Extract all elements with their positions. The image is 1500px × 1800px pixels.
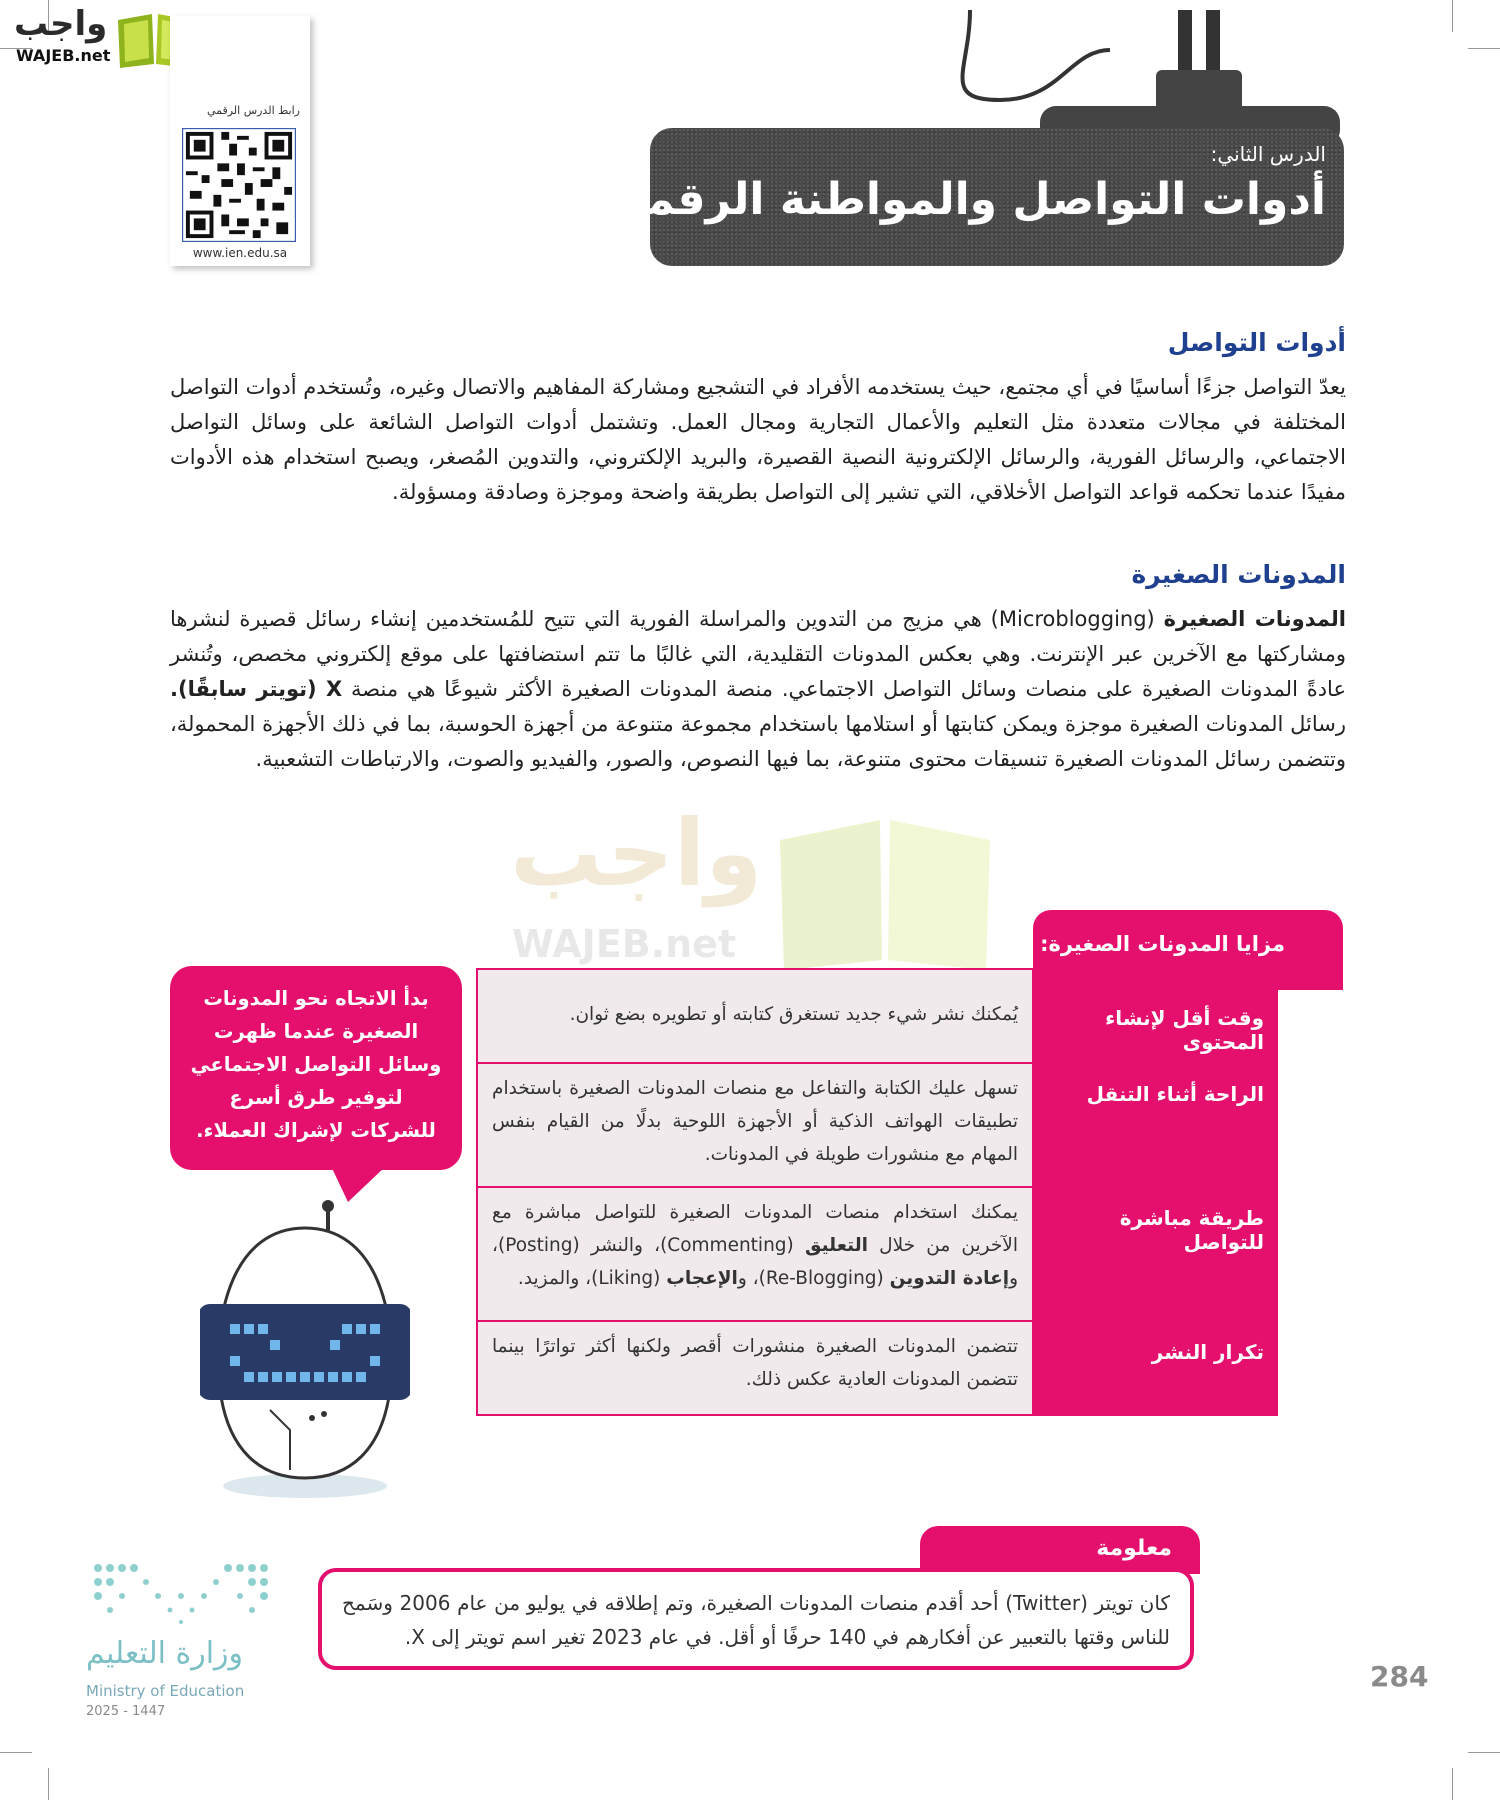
feature-value: تسهل عليك الكتابة والتفاعل مع منصات المدونات الصغيرة باستخدام تطبيقات الهواتف الذكية أو الأجهزة اللوحية بدلًا من القيام بنفس المهام مع منشورات طويلة في المدونات. [476,1064,1032,1186]
ministry-name-en: Ministry of Education [86,1682,245,1700]
watermark [500,800,1020,980]
term-platform-x: X (تويتر سابقًا). [170,677,343,701]
watermark-ar: واجب [510,800,763,907]
feature-key: الراحة أثناء التنقل [1032,1064,1278,1186]
wajeb-logo[interactable] [8,6,188,68]
section-title-tools: أدوات التواصل [1167,328,1346,357]
ministry-name-ar: وزارة التعليم [86,1636,244,1671]
crop-mark [1452,1768,1453,1800]
info-tab [920,1526,1200,1574]
crop-mark [0,1752,32,1753]
qr-code-icon[interactable] [182,128,296,242]
feature-row [476,1064,1278,1188]
speech-bubble-tail [330,1164,388,1202]
watermark-en: WAJEB.net [512,922,737,966]
crop-mark [48,1768,49,1800]
qr-card[interactable] [170,16,310,266]
feature-value [476,1188,1032,1320]
ministry-dots-icon [88,1558,274,1626]
feature-value: تتضمن المدونات الصغيرة منشورات أقصر ولكنها أكثر تواترًا بينما تتضمن المدونات العادية عكس ذلك. [476,1322,1032,1414]
features-table [476,968,1278,1416]
section-title-micro: المدونات الصغيرة [1131,560,1346,589]
info-label: معلومة [1096,1536,1172,1561]
page-number: 284 [1370,1660,1429,1693]
feature-value-text: يمكنك استخدام منصات المدونات الصغيرة للتواصل مباشرة مع الآخرين من خلال [492,1202,1018,1256]
brand-name-en: WAJEB.net [16,46,111,65]
features-header-label: مزايا المدونات الصغيرة: [1040,932,1285,956]
ministry-logo [84,1558,284,1718]
ministry-year: 2025 - 1447 [86,1704,166,1719]
micro-text-2: رسائل المدونات الصغيرة موجزة ويمكن كتابتها أو استلامها باستخدام مجموعة متنوعة من أجهزة الحوسبة، بما في ذلك الأجهزة المحمولة، وتتضمن رسائل المدونات الصغيرة تنسيقات محتوى متنوعة، بما فيها النصوص، والصور، والفيديو والصوت، والارتباطات التشعبية. [170,712,1346,771]
feature-value-text: (Re-Blogging)، و [737,1268,890,1289]
paragraph-tools: يعدّ التواصل جزءًا أساسيًا في أي مجتمع، حيث يستخدمه الأفراد في التشجيع ومشاركة المفاهيم والاتصال وغيره، وتُستخدم أدوات التواصل المختلفة في مجالات متعددة مثل التعليم والأعمال التجارية ومجال العمل. وتشتمل أدوات التواصل الشائعة على وسائل التواصل الاجتماعي، والرسائل الفورية، والرسائل الإلكترونية النصية القصيرة، والبريد الإلكتروني، والتدوين المُصغر، ويصبح استخدام هذه الأدوات مفيدًا عندما تحكمه قواعد التواصل الأخلاقي، التي تشير إلى التواصل بطريقة واضحة وموجزة وصادقة ومسؤولة. [170,375,1346,504]
feature-key: طريقة مباشرة للتواصل [1032,1188,1278,1320]
feature-row [476,968,1278,1064]
feature-row [476,1188,1278,1322]
feature-key: وقت أقل لإنشاء المحتوى [1032,970,1278,1062]
feature-key: تكرار النشر [1032,1322,1278,1414]
term-microblogging: المدونات الصغيرة [1163,607,1346,631]
crop-mark [1468,1752,1500,1753]
lesson-title-banner [602,128,1344,266]
brand-name-ar: واجب [14,4,108,44]
micro-text-1: (Microblogging) هي مزيج من التدوين والمراسلة الفورية التي تتيح للمُستخدمين إنشاء رسائل قصيرة لنشرها ومشاركتها مع الآخرين عبر الإنترنت. وهي بعكس المدونات التقليدية، التي غالبًا ما تتم استضافتها على موقع إلكتروني مخصص، وتُنشر عادةً المدونات الصغيرة على منصات وسائل التواصل الاجتماعي. منصة المدونات الصغيرة الأكثر شيوعًا هي منصة [170,607,1346,701]
feature-row [476,1322,1278,1416]
feature-value: يُمكنك نشر شيء جديد تستغرق كتابته أو تطويره بضع ثوان. [476,970,1032,1062]
qr-caption: رابط الدرس الرقمي [206,104,300,117]
info-text: كان تويتر (Twitter) أحد أقدم منصات المدونات الصغيرة، وتم إطلاقه في يوليو من عام 2006 وسَمح للناس وقتها بالتعبير عن أفكارهم في 140 حرفًا أو أقل. في عام 2023 تغير اسم تويتر إلى X. [342,1591,1170,1649]
lesson-banner [602,10,1350,275]
lesson-title: أدوات التواصل والمواطنة الرقمية [602,174,1326,225]
speech-bubble-text: بدأ الاتجاه نحو المدونات الصغيرة عندما ظهرت وسائل التواصل الاجتماعي لتوفير طرق أسرع للشركات لإشراك العملاء. [190,987,442,1142]
feature-value-text: (Commenting)، والنشر (Posting)، و [492,1235,1018,1289]
crop-mark [1452,0,1453,32]
crop-mark [1468,48,1500,49]
qr-url[interactable]: www.ien.edu.sa [192,246,288,260]
paragraph-micro [170,602,1346,777]
term-liking: الإعجاب [666,1268,738,1289]
watermark-book-icon [770,810,1000,970]
robot-icon [200,1200,410,1500]
feature-value-text: (Liking)، والمزيد. [517,1268,667,1289]
lesson-number: الدرس الثاني: [1210,142,1326,166]
term-commenting: التعليق [804,1235,868,1256]
term-reblogging: إعادة التدوين [889,1268,1010,1289]
info-box [318,1568,1194,1670]
speech-bubble [170,966,462,1170]
